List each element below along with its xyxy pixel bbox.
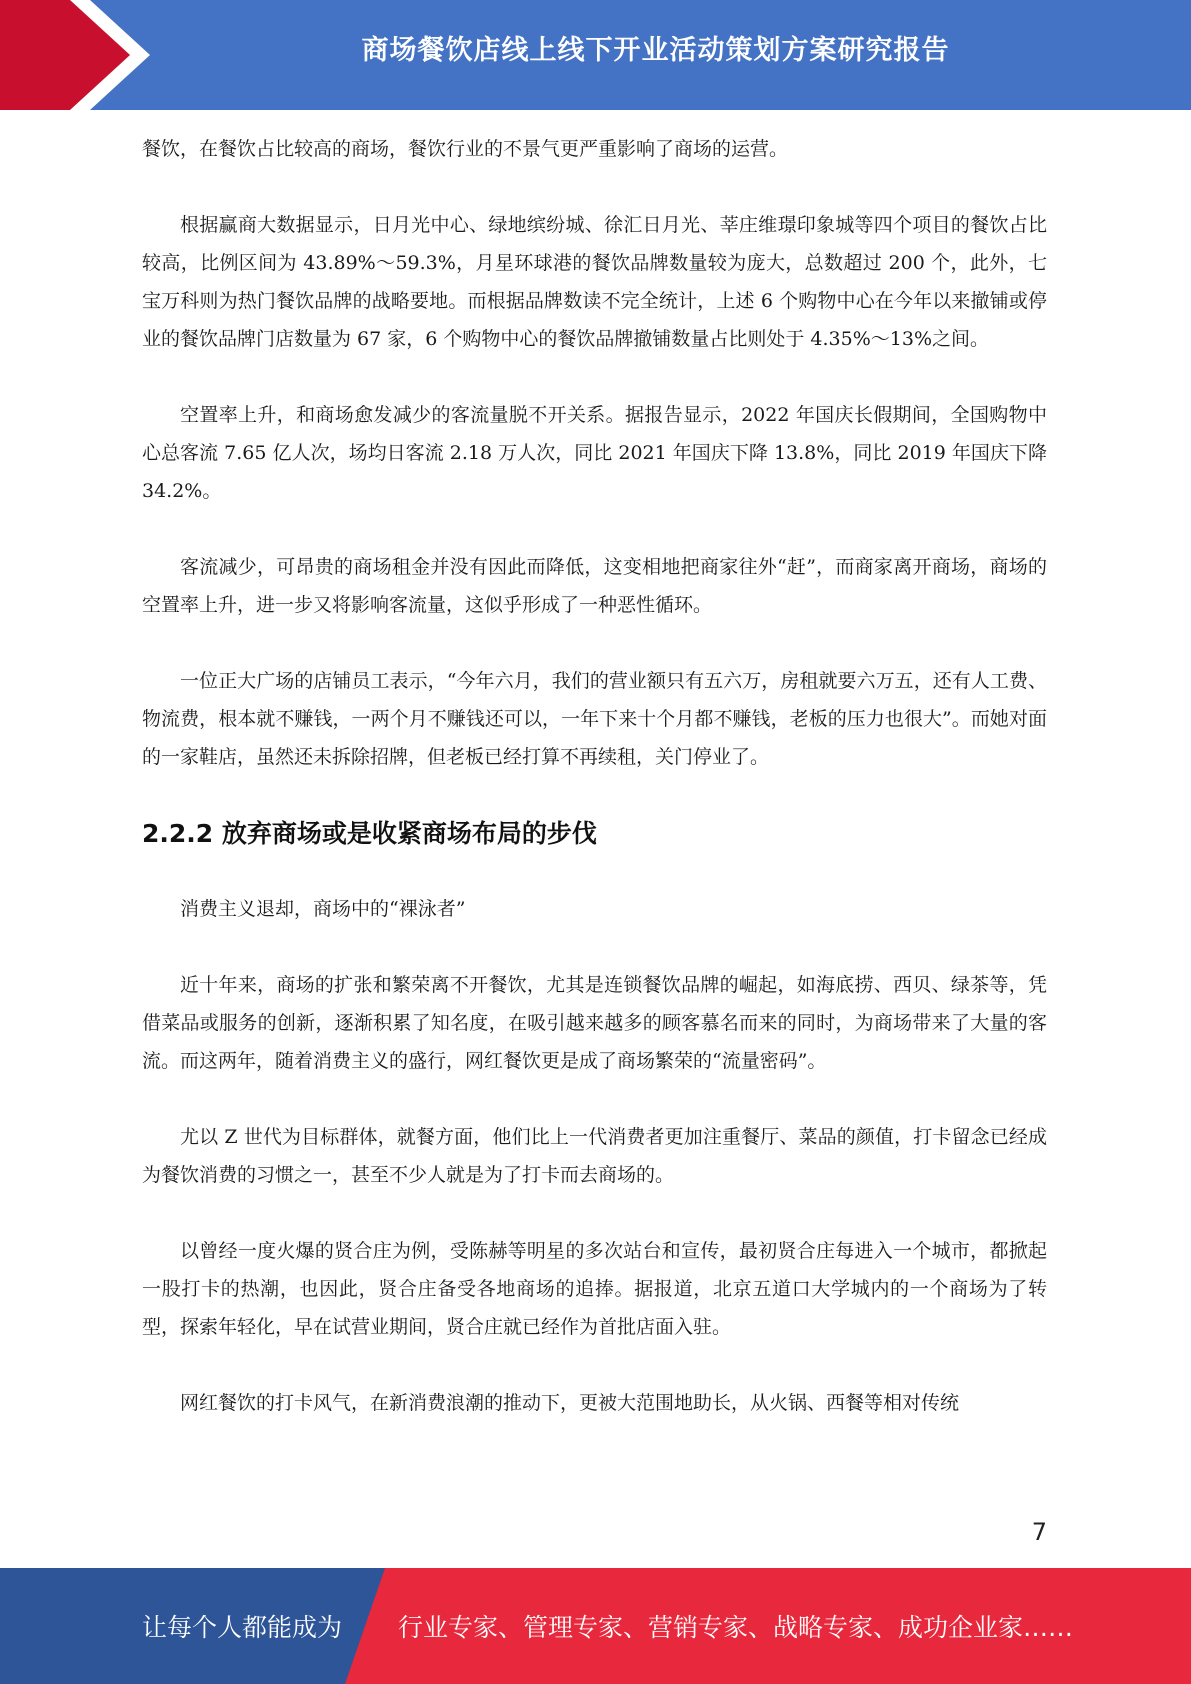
paragraph: 尤以 Z 世代为目标群体，就餐方面，他们比上一代消费者更加注重餐厅、菜品的颜值，打卡留念已经成为餐饮消费的习惯之一，甚至不少人就是为了打卡而去商场的。 xyxy=(142,1126,1047,1186)
paragraph: 空置率上升，和商场愈发减少的客流量脱不开关系。据报告显示，2022 年国庆长假期间，全国购物中心总客流 7.65 亿人次，场均日客流 2.18 万人次，同比 2021 年国庆下降 13.8%，同比 2019 年国庆下降 34.2%。 xyxy=(142,404,1047,502)
paragraph: 消费主义退却，商场中的“裸泳者” xyxy=(180,898,466,920)
document-title: 商场餐饮店线上线下开业活动策划方案研究报告 xyxy=(361,35,950,66)
page-footer xyxy=(0,1568,1191,1684)
paragraph: 一位正大广场的店铺员工表示，“今年六月，我们的营业额只有五六万，房租就要六万五，还有人工费、物流费，根本就不赚钱，一两个月不赚钱还可以，一年下来十个月都不赚钱，老板的压力也很大”。而她对面的一家鞋店，虽然还未拆除招牌，但老板已经打算不再续租，关门停业了。 xyxy=(142,670,1047,768)
paragraph: 根据赢商大数据显示，日月光中心、绿地缤纷城、徐汇日月光、莘庄维璟印象城等四个项目的餐饮占比较高，比例区间为 43.89%～59.3%，月星环球港的餐饮品牌数量较为庞大，总数超过 200 个，此外，七宝万科则为热门餐饮品牌的战略要地。而根据品牌数读不完全统计，上述 6 个购物中心在今年以来撤铺或停业的餐饮品牌门店数量为 67 家，6 个购物中心的餐饮品牌撤铺数量占比则处于 4.35%～13%之间。 xyxy=(142,214,1047,350)
footer-slogan-right: 行业专家、管理专家、营销专家、战略专家、成功企业家…… xyxy=(398,1613,1074,1642)
footer-slogan-left: 让每个人都能成为 xyxy=(142,1613,343,1642)
paragraph: 以曾经一度火爆的贤合庄为例，受陈赫等明星的多次站台和宣传，最初贤合庄每进入一个城市，都掀起一股打卡的热潮，也因此，贤合庄备受各地商场的追捧。据报道，北京五道口大学城内的一个商场为了转型，探索年轻化，早在试营业期间，贤合庄就已经作为首批店面入驻。 xyxy=(142,1240,1047,1338)
section-heading: 2.2.2 放弃商场或是收紧商场布局的步伐 xyxy=(142,819,597,848)
paragraph: 网红餐饮的打卡风气，在新消费浪潮的推动下，更被大范围地助长，从火锅、西餐等相对传统 xyxy=(180,1392,960,1414)
paragraph: 客流减少，可昂贵的商场租金并没有因此而降低，这变相地把商家往外“赶”，而商家离开商场，商场的空置率上升，进一步又将影响客流量，这似乎形成了一种恶性循环。 xyxy=(142,556,1047,616)
paragraph: 餐饮，在餐饮占比较高的商场，餐饮行业的不景气更严重影响了商场的运营。 xyxy=(142,138,789,160)
paragraph: 近十年来，商场的扩张和繁荣离不开餐饮，尤其是连锁餐饮品牌的崛起，如海底捞、西贝、绿茶等，凭借菜品或服务的创新，逐渐积累了知名度，在吸引越来越多的顾客慕名而来的同时，为商场带来了大量的客流。而这两年，随着消费主义的盛行，网红餐饮更是成了商场繁荣的“流量密码”。 xyxy=(142,974,1047,1072)
page-number: 7 xyxy=(1031,1518,1047,1546)
page-header xyxy=(0,0,1191,110)
document-body xyxy=(142,130,1047,1460)
header-arrow-decoration xyxy=(0,0,160,110)
